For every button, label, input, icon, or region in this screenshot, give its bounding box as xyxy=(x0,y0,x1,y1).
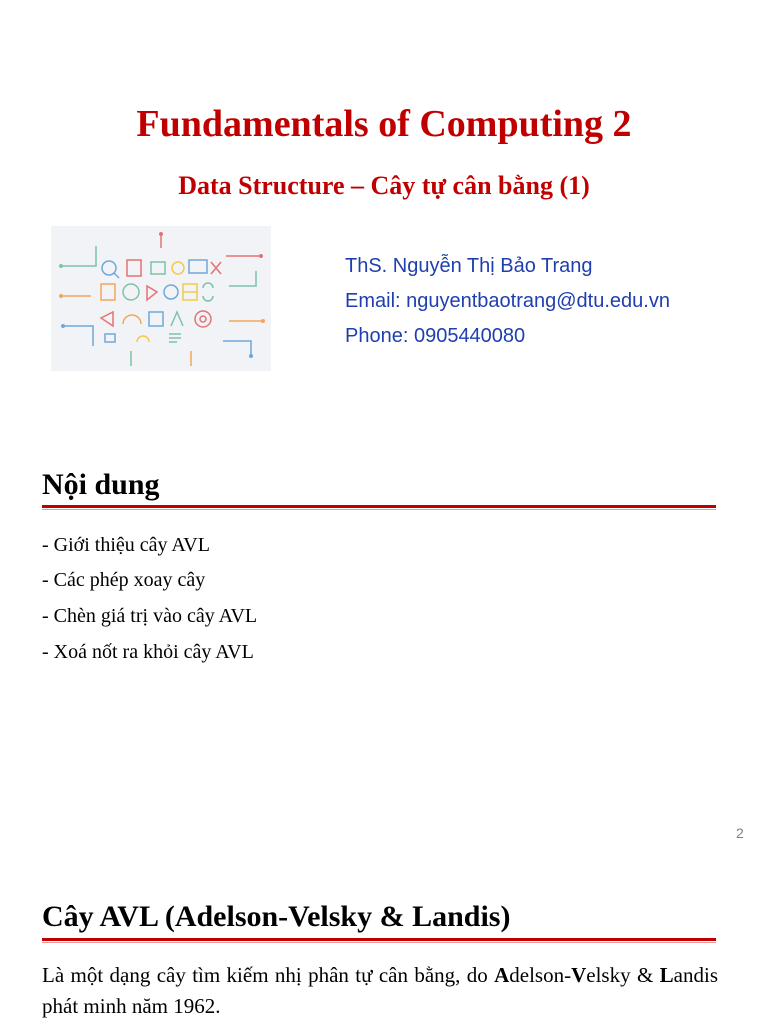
tech-icons-illustration xyxy=(51,226,271,371)
list-item: - Giới thiệu cây AVL xyxy=(42,534,210,556)
author-email: Email: nguyentbaotrang@dtu.edu.vn xyxy=(345,290,670,312)
avl-heading: Cây AVL (Adelson-Velsky & Landis) xyxy=(42,900,511,933)
heading-divider-thin xyxy=(42,509,716,510)
page-number: 2 xyxy=(736,825,744,841)
para-text: andis phát minh năm 1962. xyxy=(42,963,718,1018)
heading-divider xyxy=(42,938,716,941)
author-phone: Phone: 0905440080 xyxy=(345,325,526,347)
para-text: elsky & xyxy=(586,963,660,987)
list-item: - Xoá nốt ra khỏi cây AVL xyxy=(42,641,254,663)
para-text: Là một dạng cây tìm kiếm nhị phân tự cân bằng, do xyxy=(42,963,495,987)
list-item: - Các phép xoay cây xyxy=(42,569,206,591)
slide-subtitle: Data Structure – Cây tự cân bằng (1) xyxy=(178,171,590,200)
avl-definition-paragraph xyxy=(42,960,718,1022)
para-bold-l: L xyxy=(659,963,674,987)
contents-heading: Nội dung xyxy=(42,468,160,501)
para-bold-v: V xyxy=(571,963,587,987)
slide-title: Fundamentals of Computing 2 xyxy=(136,103,632,145)
author-name: ThS. Nguyễn Thị Bảo Trang xyxy=(345,255,593,277)
heading-divider-thin xyxy=(42,942,716,943)
para-bold-a: A xyxy=(494,963,510,987)
list-item: - Chèn giá trị vào cây AVL xyxy=(42,605,258,627)
para-text: delson- xyxy=(509,963,572,987)
heading-divider xyxy=(42,505,716,508)
